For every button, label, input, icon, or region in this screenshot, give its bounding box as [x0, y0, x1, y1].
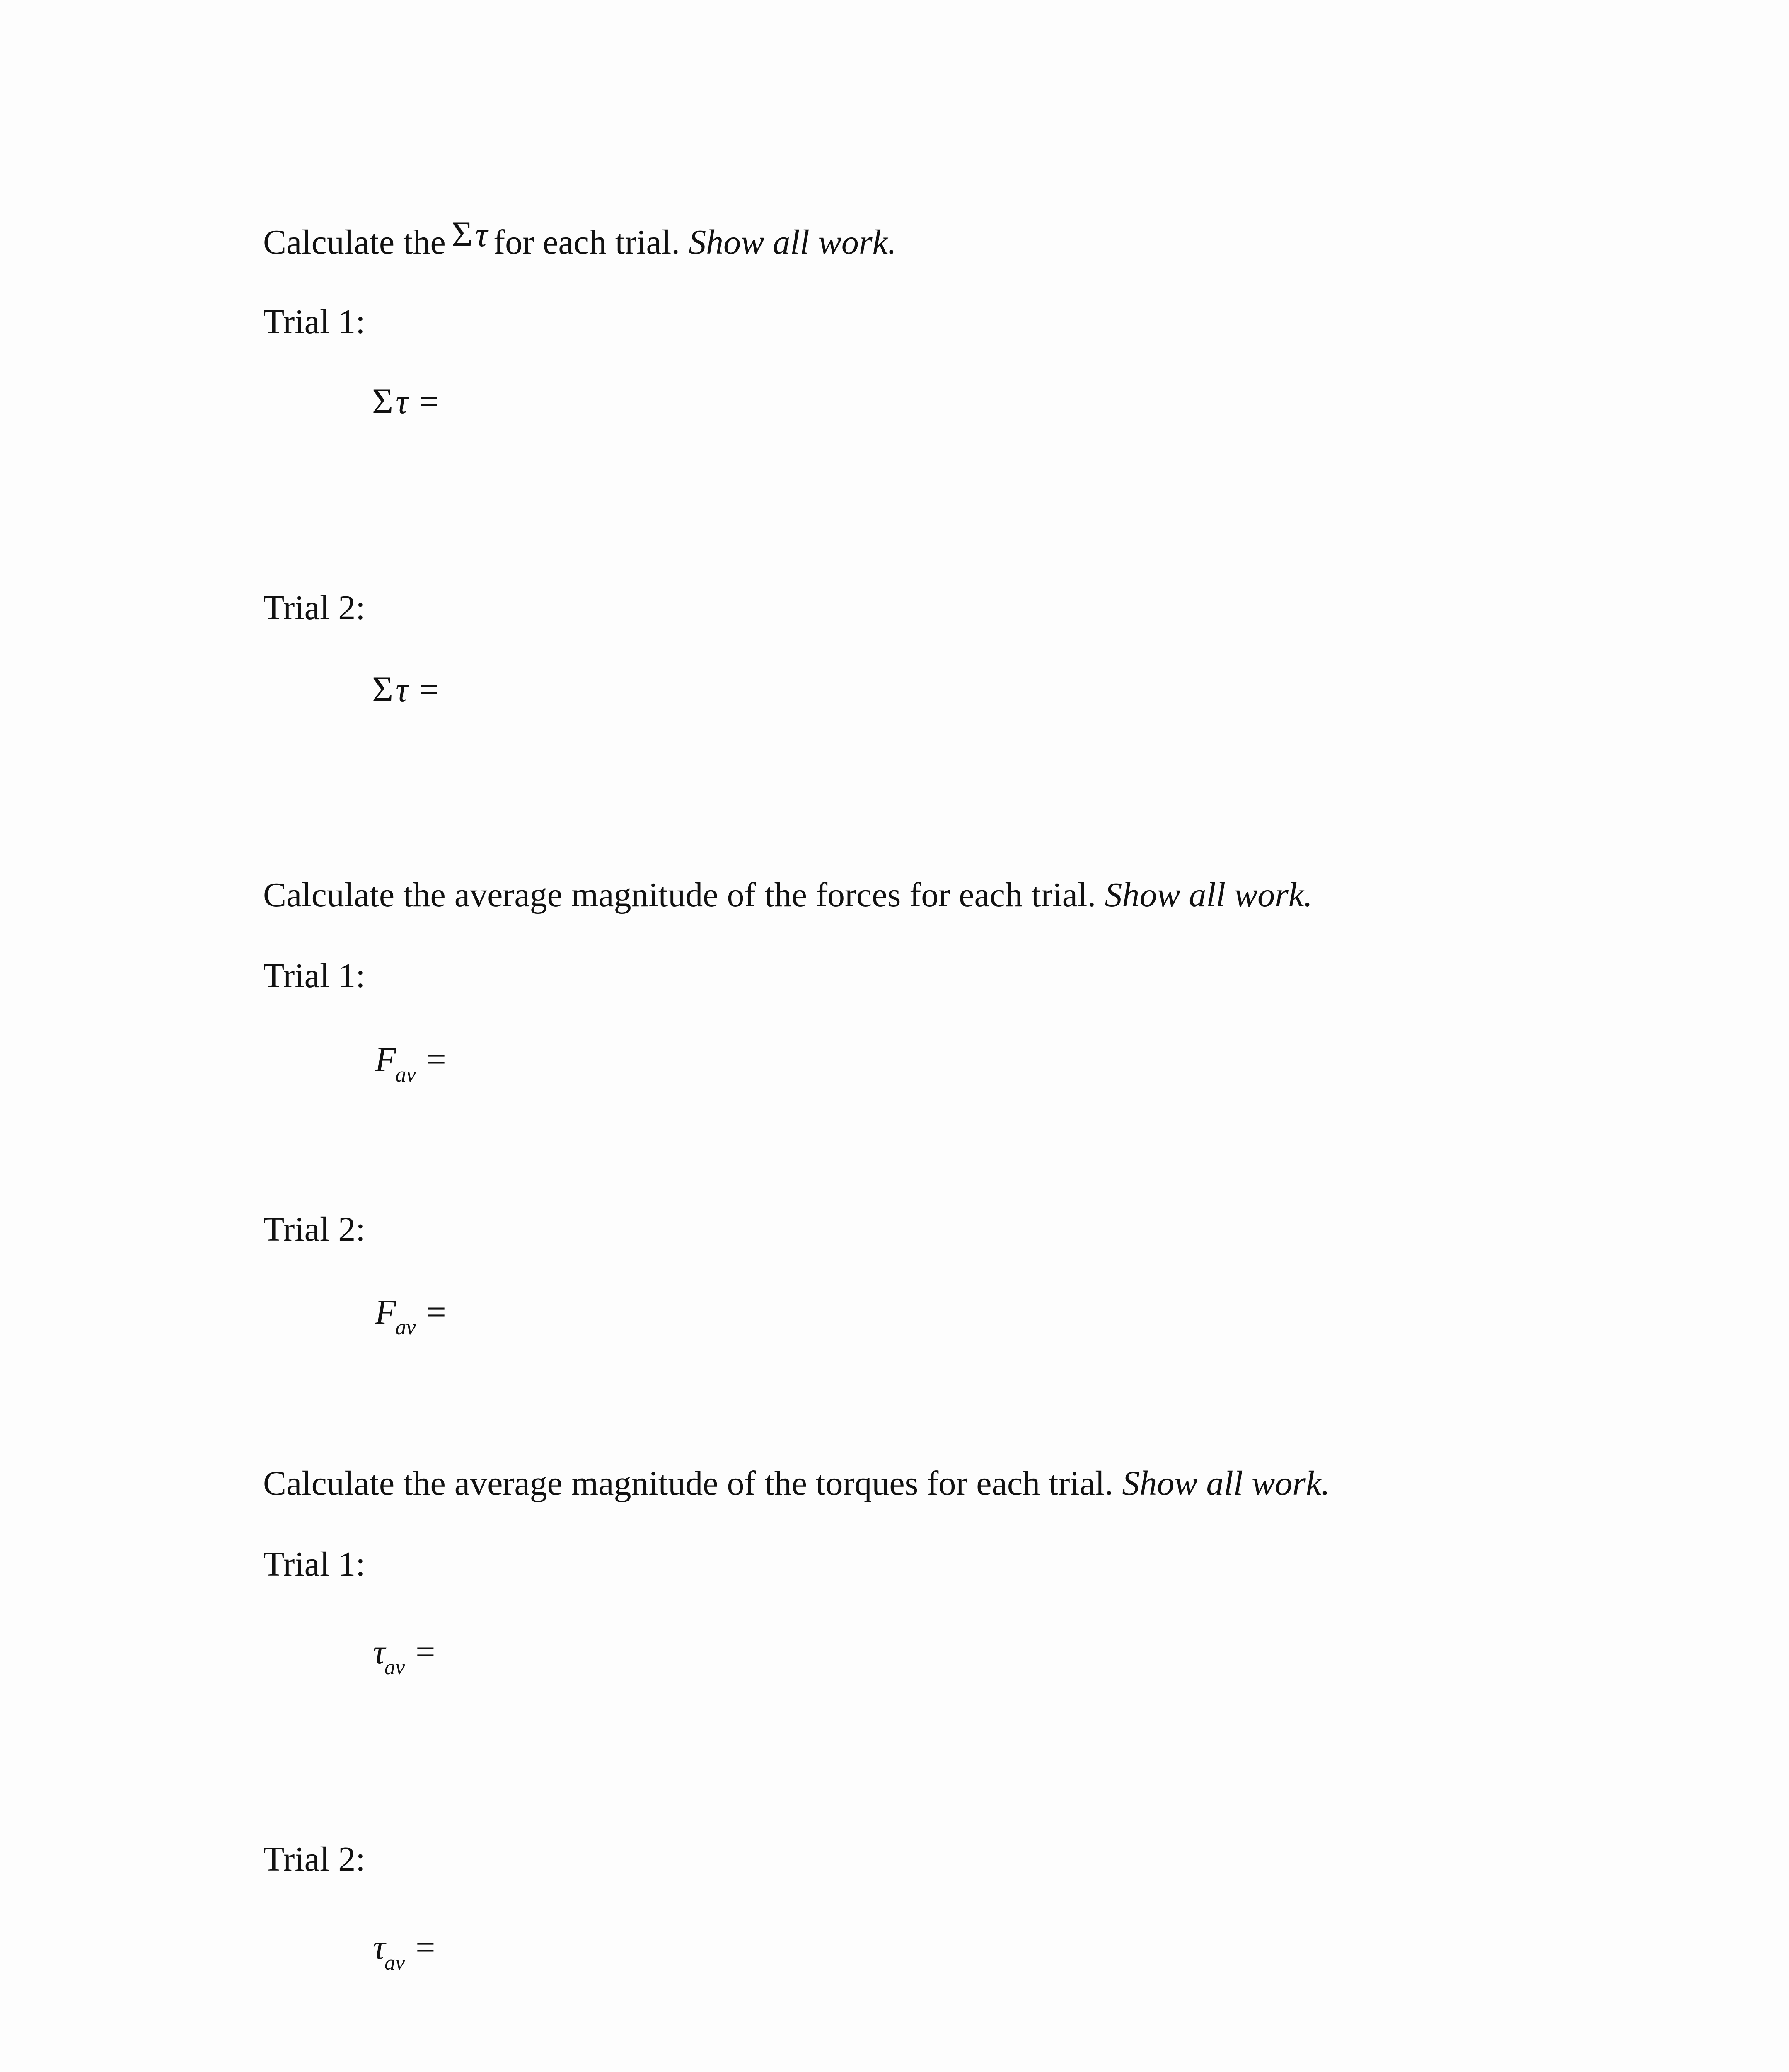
equals-sign: = — [426, 1293, 446, 1331]
trial-1-label: Trial 1: — [263, 303, 365, 341]
trial-1-label: Trial 1: — [263, 956, 365, 995]
subscript-av: av — [395, 1063, 416, 1087]
subscript-av: av — [395, 1316, 416, 1339]
sigma-symbol: Σ — [372, 381, 394, 421]
average-force-prompt — [263, 878, 1313, 913]
sum-torque-equation-trial-2 — [372, 671, 439, 708]
force-symbol: F — [375, 1293, 396, 1331]
equals-sign: = — [416, 1928, 435, 1967]
prompt-text: Calculate the average magnitude of the forces for each trial. — [263, 876, 1096, 914]
subscript-av: av — [384, 1656, 405, 1679]
subscript-av: av — [384, 1951, 405, 1975]
trial-2-label: Trial 2: — [263, 1840, 365, 1878]
trial-1-label: Trial 1: — [263, 1545, 365, 1583]
equals-sign: = — [419, 382, 439, 421]
sum-torque-equation-trial-1 — [372, 383, 439, 420]
prompt-text-after: for each trial. — [493, 223, 680, 261]
prompt-emphasis: Show all work. — [689, 223, 897, 261]
tau-symbol: τ — [396, 670, 409, 709]
force-symbol: F — [375, 1040, 396, 1079]
trial-2-label: Trial 2: — [263, 588, 365, 627]
sum-torque-inline-symbol — [452, 216, 488, 253]
tau-symbol: τ — [475, 215, 488, 254]
average-torque-equation-trial-2 — [373, 1928, 435, 1975]
prompt-emphasis: Show all work. — [1105, 876, 1313, 914]
sigma-symbol: Σ — [372, 669, 394, 709]
average-torque-prompt — [263, 1466, 1330, 1501]
prompt-emphasis: Show all work. — [1122, 1464, 1330, 1503]
prompt-text: Calculate the average magnitude of the torques for each trial. — [263, 1464, 1114, 1503]
sigma-symbol: Σ — [451, 214, 473, 254]
average-torque-equation-trial-1 — [373, 1633, 435, 1679]
sum-torque-prompt — [263, 214, 897, 261]
tau-symbol: τ — [373, 1928, 386, 1967]
prompt-text-before: Calculate the — [263, 223, 446, 261]
average-force-equation-trial-2 — [375, 1293, 446, 1339]
trial-2-label: Trial 2: — [263, 1210, 365, 1249]
tau-symbol: τ — [396, 382, 409, 421]
equals-sign: = — [419, 670, 439, 709]
tau-symbol: τ — [373, 1633, 386, 1671]
equals-sign: = — [426, 1040, 446, 1079]
equals-sign: = — [416, 1633, 435, 1671]
average-force-equation-trial-1 — [375, 1040, 446, 1087]
